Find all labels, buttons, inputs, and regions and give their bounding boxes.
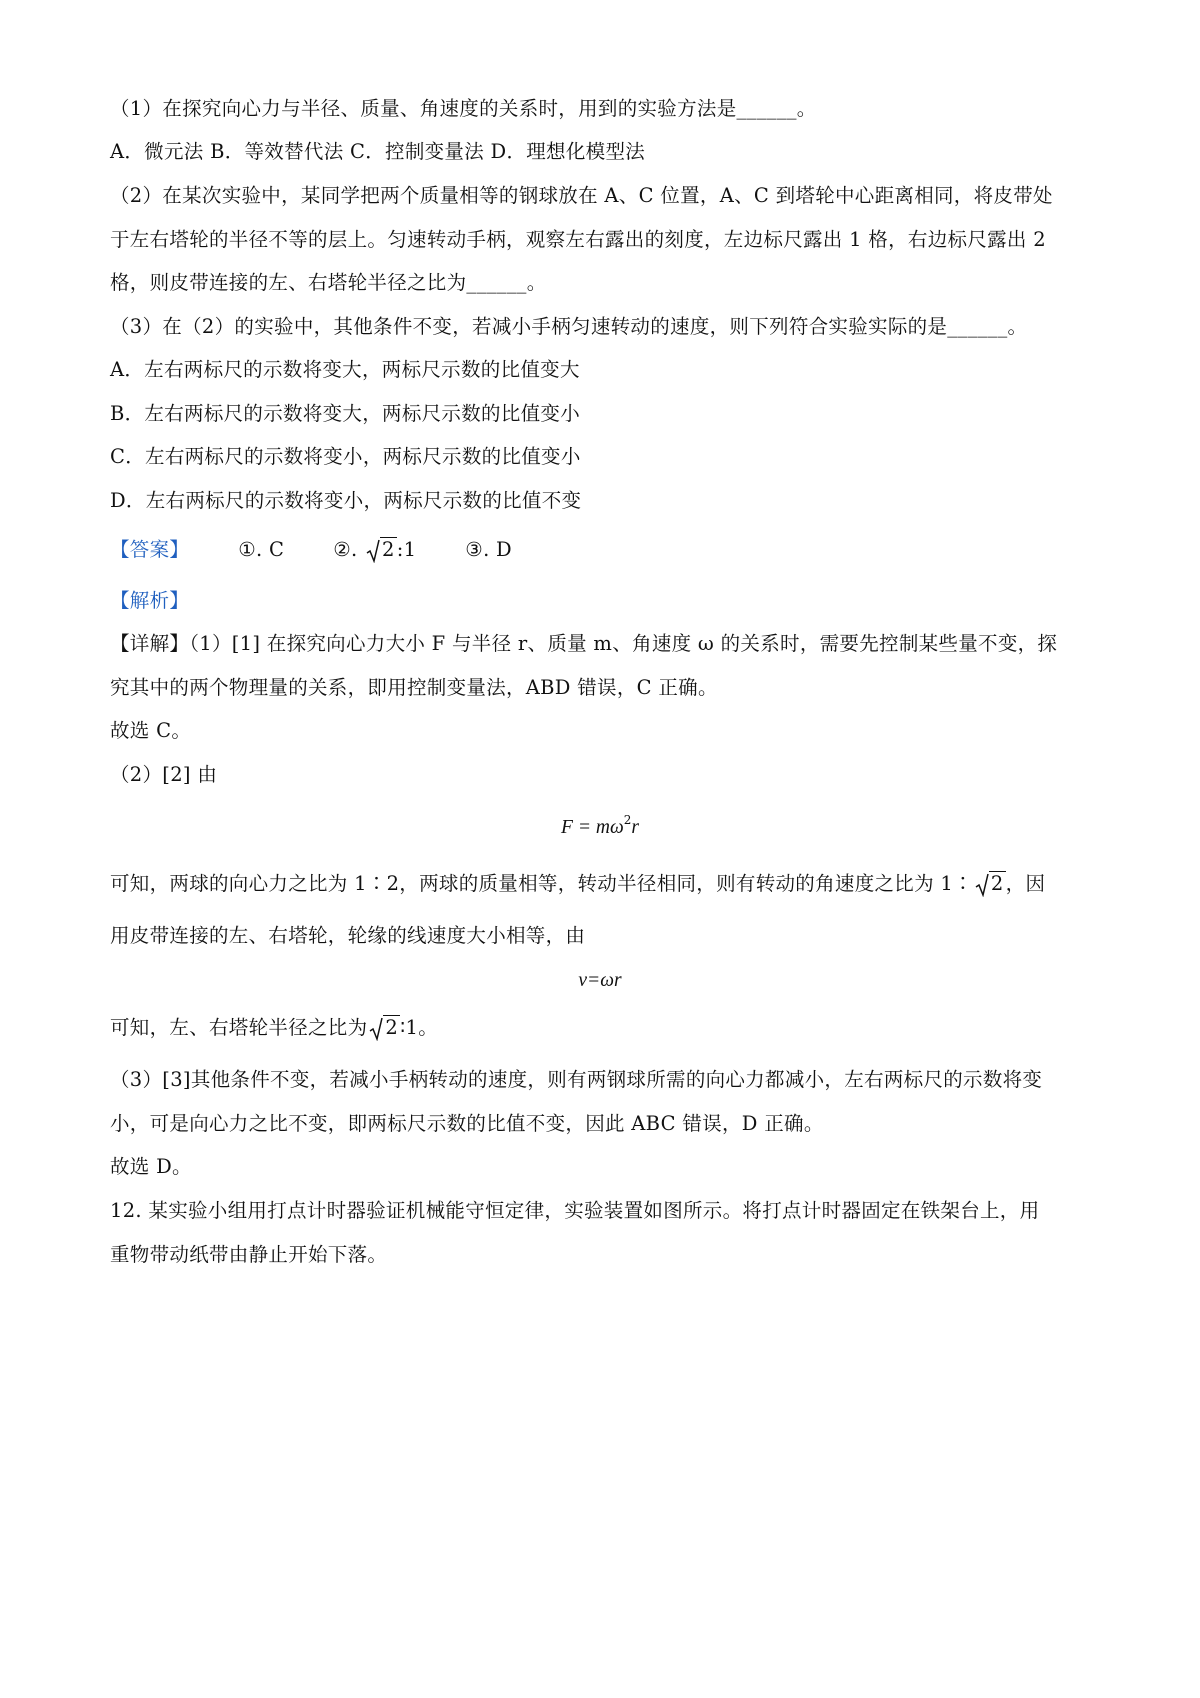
formula-velocity: v=ωr (578, 970, 622, 991)
q12-line2: 重物带动纸带由静止开始下落。 (110, 1243, 388, 1266)
q11-part1-options: A．微元法 B．等效替代法 C．控制变量法 D．理想化模型法 (110, 140, 646, 163)
answer-label: 【答案】 (110, 538, 190, 561)
answer-2-suffix: :1 (396, 538, 417, 561)
q11-part2-line2: 于左右塔轮的半径不等的层上。匀速转动手柄，观察左右露出的刻度，左边标尺露出 1 格，右边标尺露出 2 (110, 228, 1046, 251)
answer-line (110, 536, 512, 564)
part2-line1: 可知，两球的向心力之比为 1∶2，两球的质量相等，转动半径相同，则有转动的角速度之比为 1∶ 2 ，因 (110, 870, 1045, 898)
answer-2-prefix: ②. (333, 538, 358, 561)
detail-conclusion-1: 故选 C。 (110, 719, 192, 742)
answer-1: ①. C (238, 538, 285, 561)
part2-intro: （2）[2] 由 (110, 763, 218, 786)
part2-line3: 可知，左、右塔轮半径之比为 2 ∶1。 (110, 1014, 438, 1042)
detail-label: 【详解】 (110, 632, 190, 655)
q11-part2-line1: （2）在某次实验中，某同学把两个质量相等的钢球放在 A、C 位置，A、C 到塔轮中心距离相同，将皮带处 (110, 184, 1053, 207)
option-b: B．左右两标尺的示数将变大，两标尺示数的比值变小 (110, 402, 581, 425)
sqrt-symbol: 2 (369, 1014, 400, 1042)
analysis-label: 【解析】 (110, 589, 190, 612)
option-d: D．左右两标尺的示数将变小，两标尺示数的比值不变 (110, 489, 582, 512)
part3-line2: 小，可是向心力之比不变，即两标尺示数的比值不变，因此 ABC 错误，D 正确。 (110, 1112, 824, 1135)
part3-line1: （3）[3]其他条件不变，若减小手柄转动的速度，则有两钢球所需的向心力都减小，左右两标尺的示数将变 (110, 1068, 1043, 1091)
detail-line2: 究其中的两个物理量的关系，即用控制变量法，ABD 错误，C 正确。 (110, 676, 718, 699)
detail-conclusion-3: 故选 D。 (110, 1155, 192, 1178)
q11-part1: （1）在探究向心力与半径、质量、角速度的关系时，用到的实验方法是______。 (110, 97, 817, 120)
part2-line2: 用皮带连接的左、右塔轮，轮缘的线速度大小相等，由 (110, 924, 586, 947)
q11-part2-line3: 格，则皮带连接的左、右塔轮半径之比为______。 (110, 271, 547, 294)
formula-centripetal: $F = m\omega^2r$ (561, 813, 639, 838)
option-c: C．左右两标尺的示数将变小，两标尺示数的比值变小 (110, 445, 581, 468)
sqrt-symbol: 2 (366, 536, 397, 564)
answer-3: ③. D (465, 538, 512, 561)
sqrt-symbol: 2 (975, 870, 1006, 898)
q11-part3: （3）在（2）的实验中，其他条件不变，若减小手柄匀速转动的速度，则下列符合实验实际的是______。 (110, 315, 1028, 338)
q12-line1: 12. 某实验小组用打点计时器验证机械能守恒定律，实验装置如图所示。将打点计时器固定在铁架台上，用 (110, 1199, 1040, 1222)
detail-line1: 【详解】（1）[1] 在探究向心力大小 F 与半径 r、质量 m、角速度 ω 的关系时，需要先控制某些量不变，探 (110, 632, 1058, 655)
option-a: A．左右两标尺的示数将变大，两标尺示数的比值变大 (110, 358, 580, 381)
